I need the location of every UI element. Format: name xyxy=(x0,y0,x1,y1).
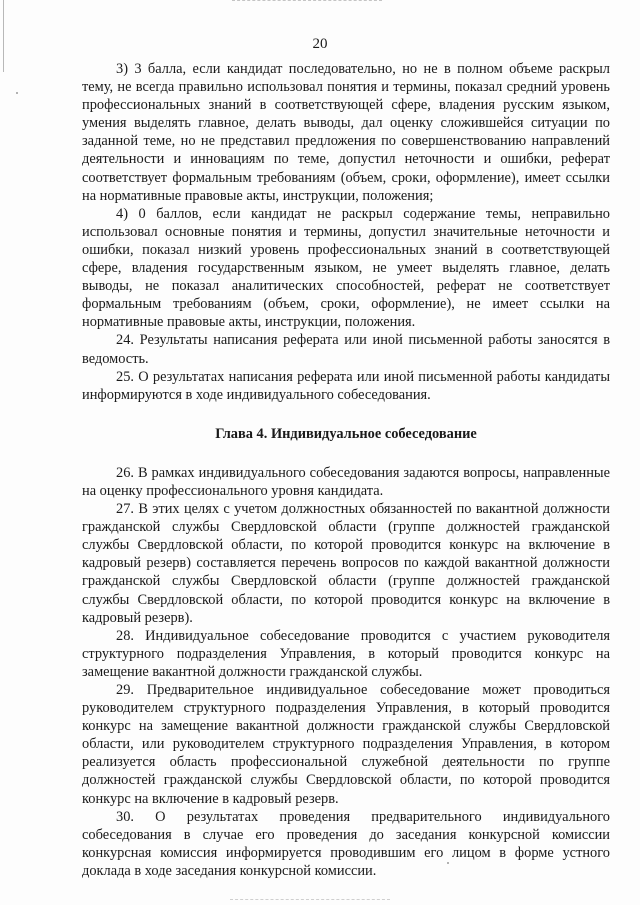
scan-bottom-mark xyxy=(230,899,390,901)
scan-top-mark xyxy=(232,0,382,2)
document-body xyxy=(82,60,610,880)
paragraph-26: 26. В рамках индивидуального собеседования задаются вопросы, направленные на оценку профессионального уровня кандидата. xyxy=(82,464,610,499)
paragraph-29: 29. Предварительное индивидуальное собеседование может проводиться руководителем структурного подразделения Управления, в который проводится конкурс на замещение вакантной должности гражданской службы Свердловской области, или руководителем структурного подразделения Управления, в котором реализуется область профессиональной служебной деятельности по группе должностей гражданской службы Свердловской области, по которой проводится конкурс на включение в кадровый резерв. xyxy=(82,682,610,807)
paragraph-24: 24. Результаты написания реферата или иной письменной работы заносятся в ведомость. xyxy=(82,332,610,367)
scan-speck xyxy=(16,92,18,94)
paragraph-criteria-4: 4) 0 баллов, если кандидат не раскрыл содержание темы, неправильно использовал основные понятия и термины, допустил значительные неточности и ошибки, показал низкий уровень профессиональных знаний в соответствующей сфере, владения государственным языком, не умеет выделять главное, делать выводы, не показал аналитических способностей, реферат не соответствует формальным требованиям (объем, сроки, оформление), не имеет ссылки на нормативные правовые акты, инструкции, положения. xyxy=(82,205,610,331)
chapter-heading: Глава 4. Индивидуальное собеседование xyxy=(215,425,477,442)
page-number: 20 xyxy=(312,36,328,52)
paragraph-27: 27. В этих целях с учетом должностных обязанностей по вакантной должности гражданской службы Свердловской области (группе должностей гражданской службы Свердловской области, по которой проводится конкурс на включение в кадровый резерв) составляется перечень вопросов по каждой вакантной должности гражданской службы Свердловской области (группе должностей гражданской службы Свердловской области, по которой проводится конкурс на включение в кадровый резерв). xyxy=(82,501,610,626)
paragraph-criteria-3: 3) 3 балла, если кандидат последовательно, но не в полном объеме раскрыл тему, не всегда правильно использовал понятия и термины, показал средний уровень профессиональных знаний в соответствующей сфере, владения русским языком, умения выделять главное, делать выводы, дал оценку сложившейся ситуации по заданной теме, но не представил предложения по совершенствованию направлений деятельности и инновациям по теме, допустил неточности и ошибки, реферат соответствует формальным требованиям (объем, сроки, оформление), имеет ссылки на нормативные правовые акты, инструкции, положения; xyxy=(82,61,610,204)
paragraph-28: 28. Индивидуальное собеседование проводится с участием руководителя структурного подразделения Управления, в который проводится конкурс на замещение вакантной должности гражданской службы. xyxy=(82,627,610,680)
paragraph-25: 25. О результатах написания реферата или иной письменной работы кандидаты информируются в ходе индивидуального собеседования. xyxy=(82,368,610,403)
paragraph-30: 30. О результатах проведения предварительного индивидуального собеседования в случае его проведения до заседания конкурсной комиссии конкурсная комиссия информируется проводившим его лицом в форме устного доклада в ходе заседания конкурсной комиссии. xyxy=(82,808,610,879)
